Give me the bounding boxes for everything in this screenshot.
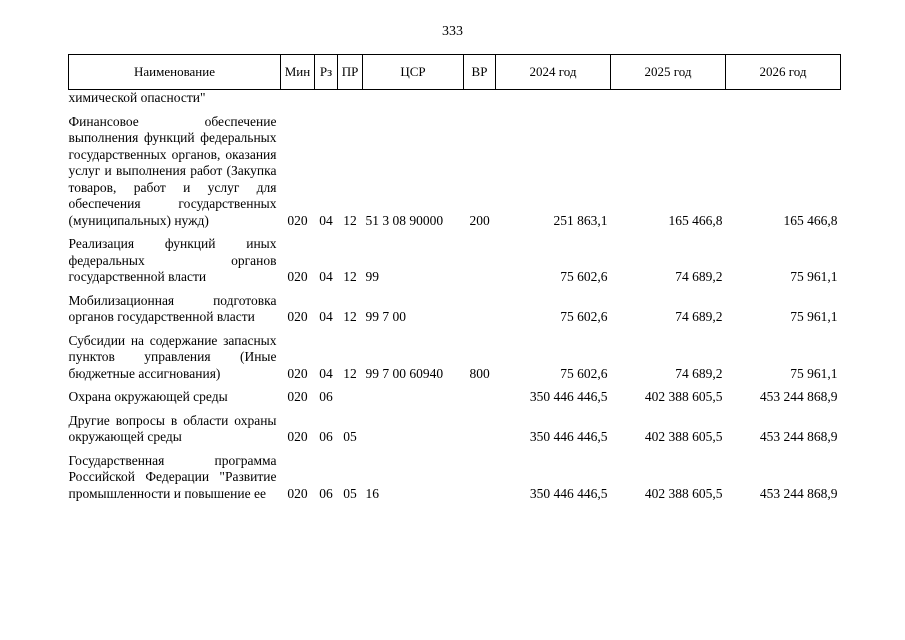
row-spacer — [69, 107, 841, 114]
cell-y2025: 74 689,2 — [675, 365, 723, 381]
spacer-cell — [69, 107, 841, 114]
row-spacer — [69, 446, 841, 453]
table-row — [69, 293, 841, 326]
row-spacer — [69, 382, 841, 389]
cell-rz: 04 — [319, 212, 333, 228]
budget-table — [68, 54, 841, 502]
cell-y2026: 453 244 868,9 — [759, 429, 838, 444]
header-csr: ЦСР — [363, 55, 464, 90]
row-spacer — [69, 406, 841, 413]
cell-y2024: 350 446 446,5 — [529, 429, 608, 444]
header-rz: Рз — [315, 55, 338, 90]
cell-y2024: 75 602,6 — [560, 365, 608, 381]
table-row — [69, 413, 841, 446]
cell-y2025: 165 466,8 — [668, 212, 723, 228]
table-row — [69, 389, 841, 406]
cell-vr — [464, 413, 496, 446]
cell-rz: 04 — [319, 365, 333, 381]
cell-y2026: 165 466,8 — [783, 212, 838, 228]
cell-name: Другие вопросы в области охраны окружающей среды — [68, 412, 277, 444]
cell-y2025: 402 388 605,5 — [644, 485, 723, 501]
cell-y2024: 75 602,6 — [560, 269, 608, 284]
header-2025: 2025 год — [611, 55, 726, 90]
cell-pr — [338, 389, 363, 406]
cell-y2024: 350 446 446,5 — [529, 389, 608, 404]
cell-pr: 12 — [343, 212, 357, 228]
cell-vr: 800 — [469, 365, 490, 381]
table-header — [69, 55, 841, 90]
cell-name: Реализация функций иных федеральных органов государственной власти — [68, 236, 277, 284]
cell-y2025: 74 689,2 — [675, 269, 723, 284]
header-vr: ВР — [464, 55, 496, 90]
cell-name: Охрана окружающей среды — [68, 389, 228, 404]
cell-csr: 99 7 00 — [365, 309, 406, 324]
continuation-text: химической опасности" — [68, 90, 206, 105]
table-row — [69, 236, 841, 286]
cell-min: 020 — [287, 429, 308, 444]
cell-y2024: 350 446 446,5 — [529, 485, 608, 501]
cell-y2026: 453 244 868,9 — [759, 389, 838, 404]
cell-min: 020 — [287, 389, 308, 404]
cell-csr: 16 — [365, 485, 379, 501]
cell-vr — [464, 293, 496, 326]
cell-y2026: 453 244 868,9 — [759, 485, 838, 501]
cell-min: 020 — [287, 485, 308, 501]
cell-min: 020 — [287, 365, 308, 381]
cell-pr: 05 — [343, 485, 357, 501]
header-min: Мин — [281, 55, 315, 90]
cell-pr: 12 — [343, 365, 357, 381]
spacer-cell — [69, 326, 841, 333]
continuation-row — [69, 90, 841, 107]
cell-name: Финансовое обеспечение выполнения функций федеральных государственных органов, оказания услуг и выполнения работ (Закупка товаров, работ и услуг для обеспечения государственных (муниципальных) нужд) — [68, 113, 277, 228]
cell-vr: 200 — [469, 212, 490, 228]
cell-min: 020 — [287, 309, 308, 324]
cell-y2025: 402 388 605,5 — [644, 389, 723, 404]
header-2024: 2024 год — [496, 55, 611, 90]
cell-csr — [363, 413, 464, 446]
spacer-cell — [69, 286, 841, 293]
row-spacer — [69, 229, 841, 236]
row-spacer — [69, 326, 841, 333]
cell-y2025: 74 689,2 — [675, 309, 723, 324]
cell-vr — [464, 453, 496, 503]
cell-rz: 04 — [319, 309, 333, 324]
cell-csr: 99 7 00 60940 — [365, 365, 444, 381]
cell-y2026: 75 961,1 — [790, 365, 838, 381]
cell-rz: 06 — [319, 485, 333, 501]
cell-pr: 05 — [343, 429, 357, 444]
spacer-cell — [69, 446, 841, 453]
header-name: Наименование — [69, 55, 281, 90]
cell-pr: 12 — [343, 269, 357, 284]
page-number: 333 — [442, 24, 463, 39]
cell-vr — [464, 236, 496, 286]
spacer-cell — [69, 406, 841, 413]
cell-y2026: 75 961,1 — [790, 309, 838, 324]
cell-min: 020 — [287, 269, 308, 284]
cell-csr: 99 — [365, 269, 379, 284]
cell-y2024: 75 602,6 — [560, 309, 608, 324]
cell-y2026: 75 961,1 — [790, 269, 838, 284]
cell-rz: 04 — [319, 269, 333, 284]
cell-name: Мобилизационная подготовка органов государственной власти — [68, 292, 277, 324]
header-pr: ПР — [338, 55, 363, 90]
cell-min: 020 — [287, 212, 308, 228]
table-row — [69, 453, 841, 503]
cell-y2025: 402 388 605,5 — [644, 429, 723, 444]
cell-csr: 51 3 08 90000 — [365, 212, 444, 228]
cell-rz: 06 — [319, 389, 333, 404]
cell-pr: 12 — [343, 309, 357, 324]
header-2026: 2026 год — [726, 55, 841, 90]
row-spacer — [69, 286, 841, 293]
cell-y2024: 251 863,1 — [553, 212, 608, 228]
cell-name: Субсидии на содержание запасных пунктов управления (Иные бюджетные ассигнования) — [68, 332, 277, 381]
cell-csr — [363, 389, 464, 406]
spacer-cell — [69, 229, 841, 236]
spacer-cell — [69, 382, 841, 389]
table-row — [69, 333, 841, 383]
cell-rz: 06 — [319, 429, 333, 444]
cell-vr — [464, 389, 496, 406]
table-row — [69, 114, 841, 230]
cell-name: Государственная программа Российской Федерации "Развитие промышленности и повышение ее — [68, 452, 277, 501]
